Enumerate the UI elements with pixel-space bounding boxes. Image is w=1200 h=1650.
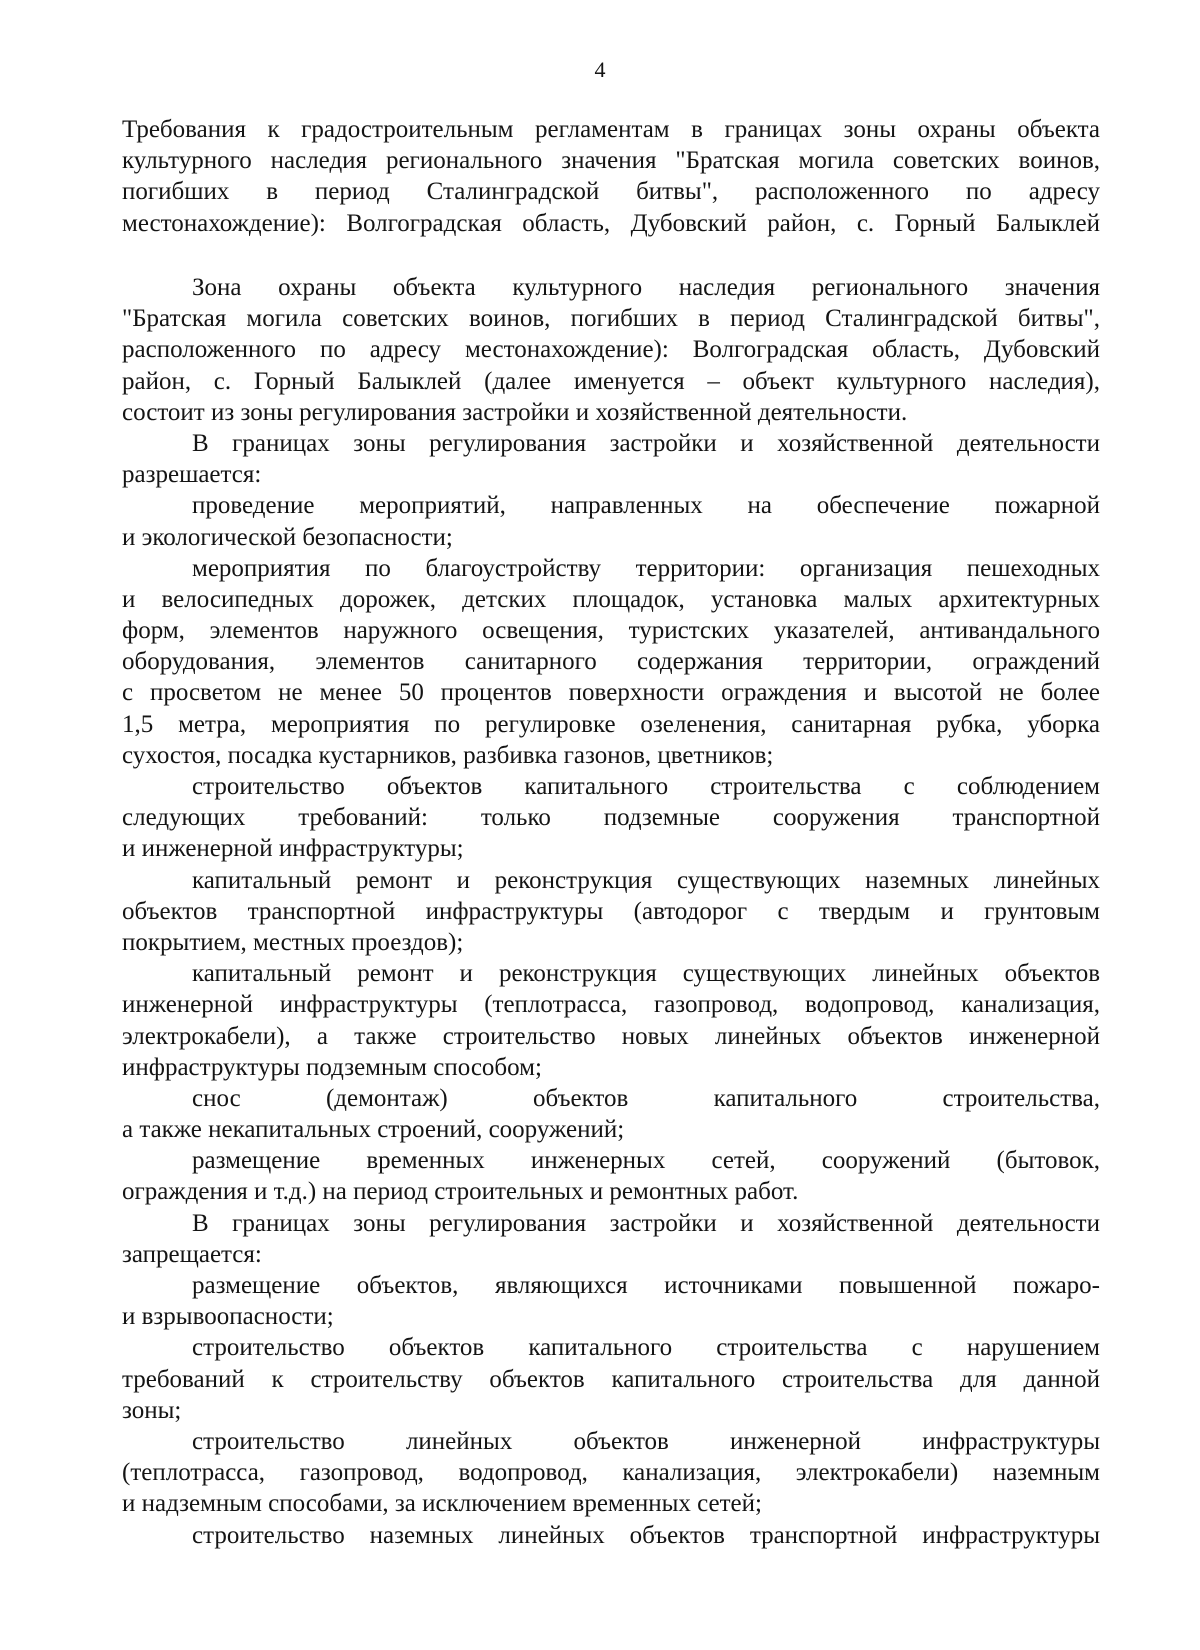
text-line: инфраструктуры подземным способом;: [122, 1053, 542, 1081]
text-line: В границах зоны регулирования застройки и хозяйственной деятельности: [192, 1209, 1100, 1237]
text-line: следующих требований: только подземные сооружения транспортной: [122, 804, 1100, 832]
text-line: строительство линейных объектов инженерной инфраструктуры: [192, 1427, 1100, 1455]
text-line: электрокабели), а также строительство новых линейных объектов инженерной: [122, 1022, 1100, 1050]
text-line: и экологической безопасности;: [122, 523, 453, 551]
text-line: форм, элементов наружного освещения, туристских указателей, антивандального: [122, 617, 1100, 645]
page-number: 4: [594, 57, 606, 82]
text-line: (теплотрасса, газопровод, водопровод, канализация, электрокабели) наземным: [122, 1459, 1100, 1487]
text-line: культурного наследия регионального значения "Братская могила советских воинов,: [122, 147, 1100, 175]
text-line: покрытием, местных проездов);: [122, 928, 464, 956]
text-line: и надземным способами, за исключением временных сетей;: [122, 1490, 762, 1518]
text-line: состоит из зоны регулирования застройки и хозяйственной деятельности.: [122, 398, 908, 426]
text-line: оборудования, элементов санитарного содержания территории, ограждений: [122, 648, 1100, 676]
text-line: зоны;: [122, 1396, 182, 1424]
text-line: с просветом не менее 50 процентов поверхности ограждения и высотой не более: [122, 679, 1100, 707]
text-line: Требования к градостроительным регламентам в границах зоны охраны объекта: [122, 116, 1100, 143]
text-line: инженерной инфраструктуры (теплотрасса, газопровод, водопровод, канализация,: [122, 991, 1100, 1019]
text-line: строительство объектов капитального строительства с соблюдением: [192, 773, 1100, 800]
text-line: объектов транспортной инфраструктуры (автодорог с твердым и грунтовым: [122, 897, 1100, 925]
text-line: снос (демонтаж) объектов капитального строительства,: [192, 1084, 1100, 1112]
text-line: сухостоя, посадка кустарников, разбивка газонов, цветников;: [122, 741, 774, 769]
text-line: погибших в период Сталинградской битвы", расположенного по адресу: [122, 178, 1100, 206]
text-line: расположенного по адресу местонахождение): Волгоградская область, Дубовский: [122, 336, 1100, 364]
text-line: В границах зоны регулирования застройки и хозяйственной деятельности: [192, 429, 1100, 457]
text-line: "Братская могила советских воинов, погибших в период Сталинградской битвы",: [122, 305, 1100, 333]
text-line: и инженерной инфраструктуры;: [122, 835, 464, 863]
text-line: размещение объектов, являющихся источниками повышенной пожаро-: [192, 1272, 1100, 1299]
text-line: строительство объектов капитального строительства с нарушением: [192, 1334, 1100, 1362]
text-line: строительство наземных линейных объектов транспортной инфраструктуры: [192, 1521, 1100, 1549]
text-line: запрещается:: [122, 1240, 262, 1268]
text-line: проведение мероприятий, направленных на обеспечение пожарной: [192, 492, 1100, 520]
text-line: а также некапитальных строений, сооружений;: [122, 1116, 625, 1144]
text-line: капитальный ремонт и реконструкция существующих линейных объектов: [192, 960, 1100, 988]
text-line: размещение временных инженерных сетей, сооружений (бытовок,: [192, 1147, 1100, 1175]
text-line: требований к строительству объектов капитального строительства для данной: [122, 1365, 1100, 1393]
text-line: и велосипедных дорожек, детских площадок, установка малых архитектурных: [122, 585, 1100, 613]
text-line: местонахождение): Волгоградская область, Дубовский район, с. Горный Балыклей: [122, 209, 1100, 237]
text-line: и взрывоопасности;: [122, 1303, 334, 1331]
text-line: капитальный ремонт и реконструкция существующих наземных линейных: [192, 866, 1100, 894]
text-line: ограждения и т.д.) на период строительных и ремонтных работ.: [122, 1178, 799, 1206]
text-line: разрешается:: [122, 461, 262, 489]
text-line: Зона охраны объекта культурного наследия регионального значения: [192, 274, 1100, 301]
document-body: [122, 272, 1100, 1551]
text-line: 1,5 метра, мероприятия по регулировке озеленения, санитарная рубка, уборка: [122, 710, 1100, 738]
text-line: мероприятия по благоустройству территории: организация пешеходных: [192, 554, 1100, 582]
section-heading: [122, 114, 1100, 239]
text-line: район, с. Горный Балыклей (далее именуется – объект культурного наследия),: [122, 367, 1100, 395]
